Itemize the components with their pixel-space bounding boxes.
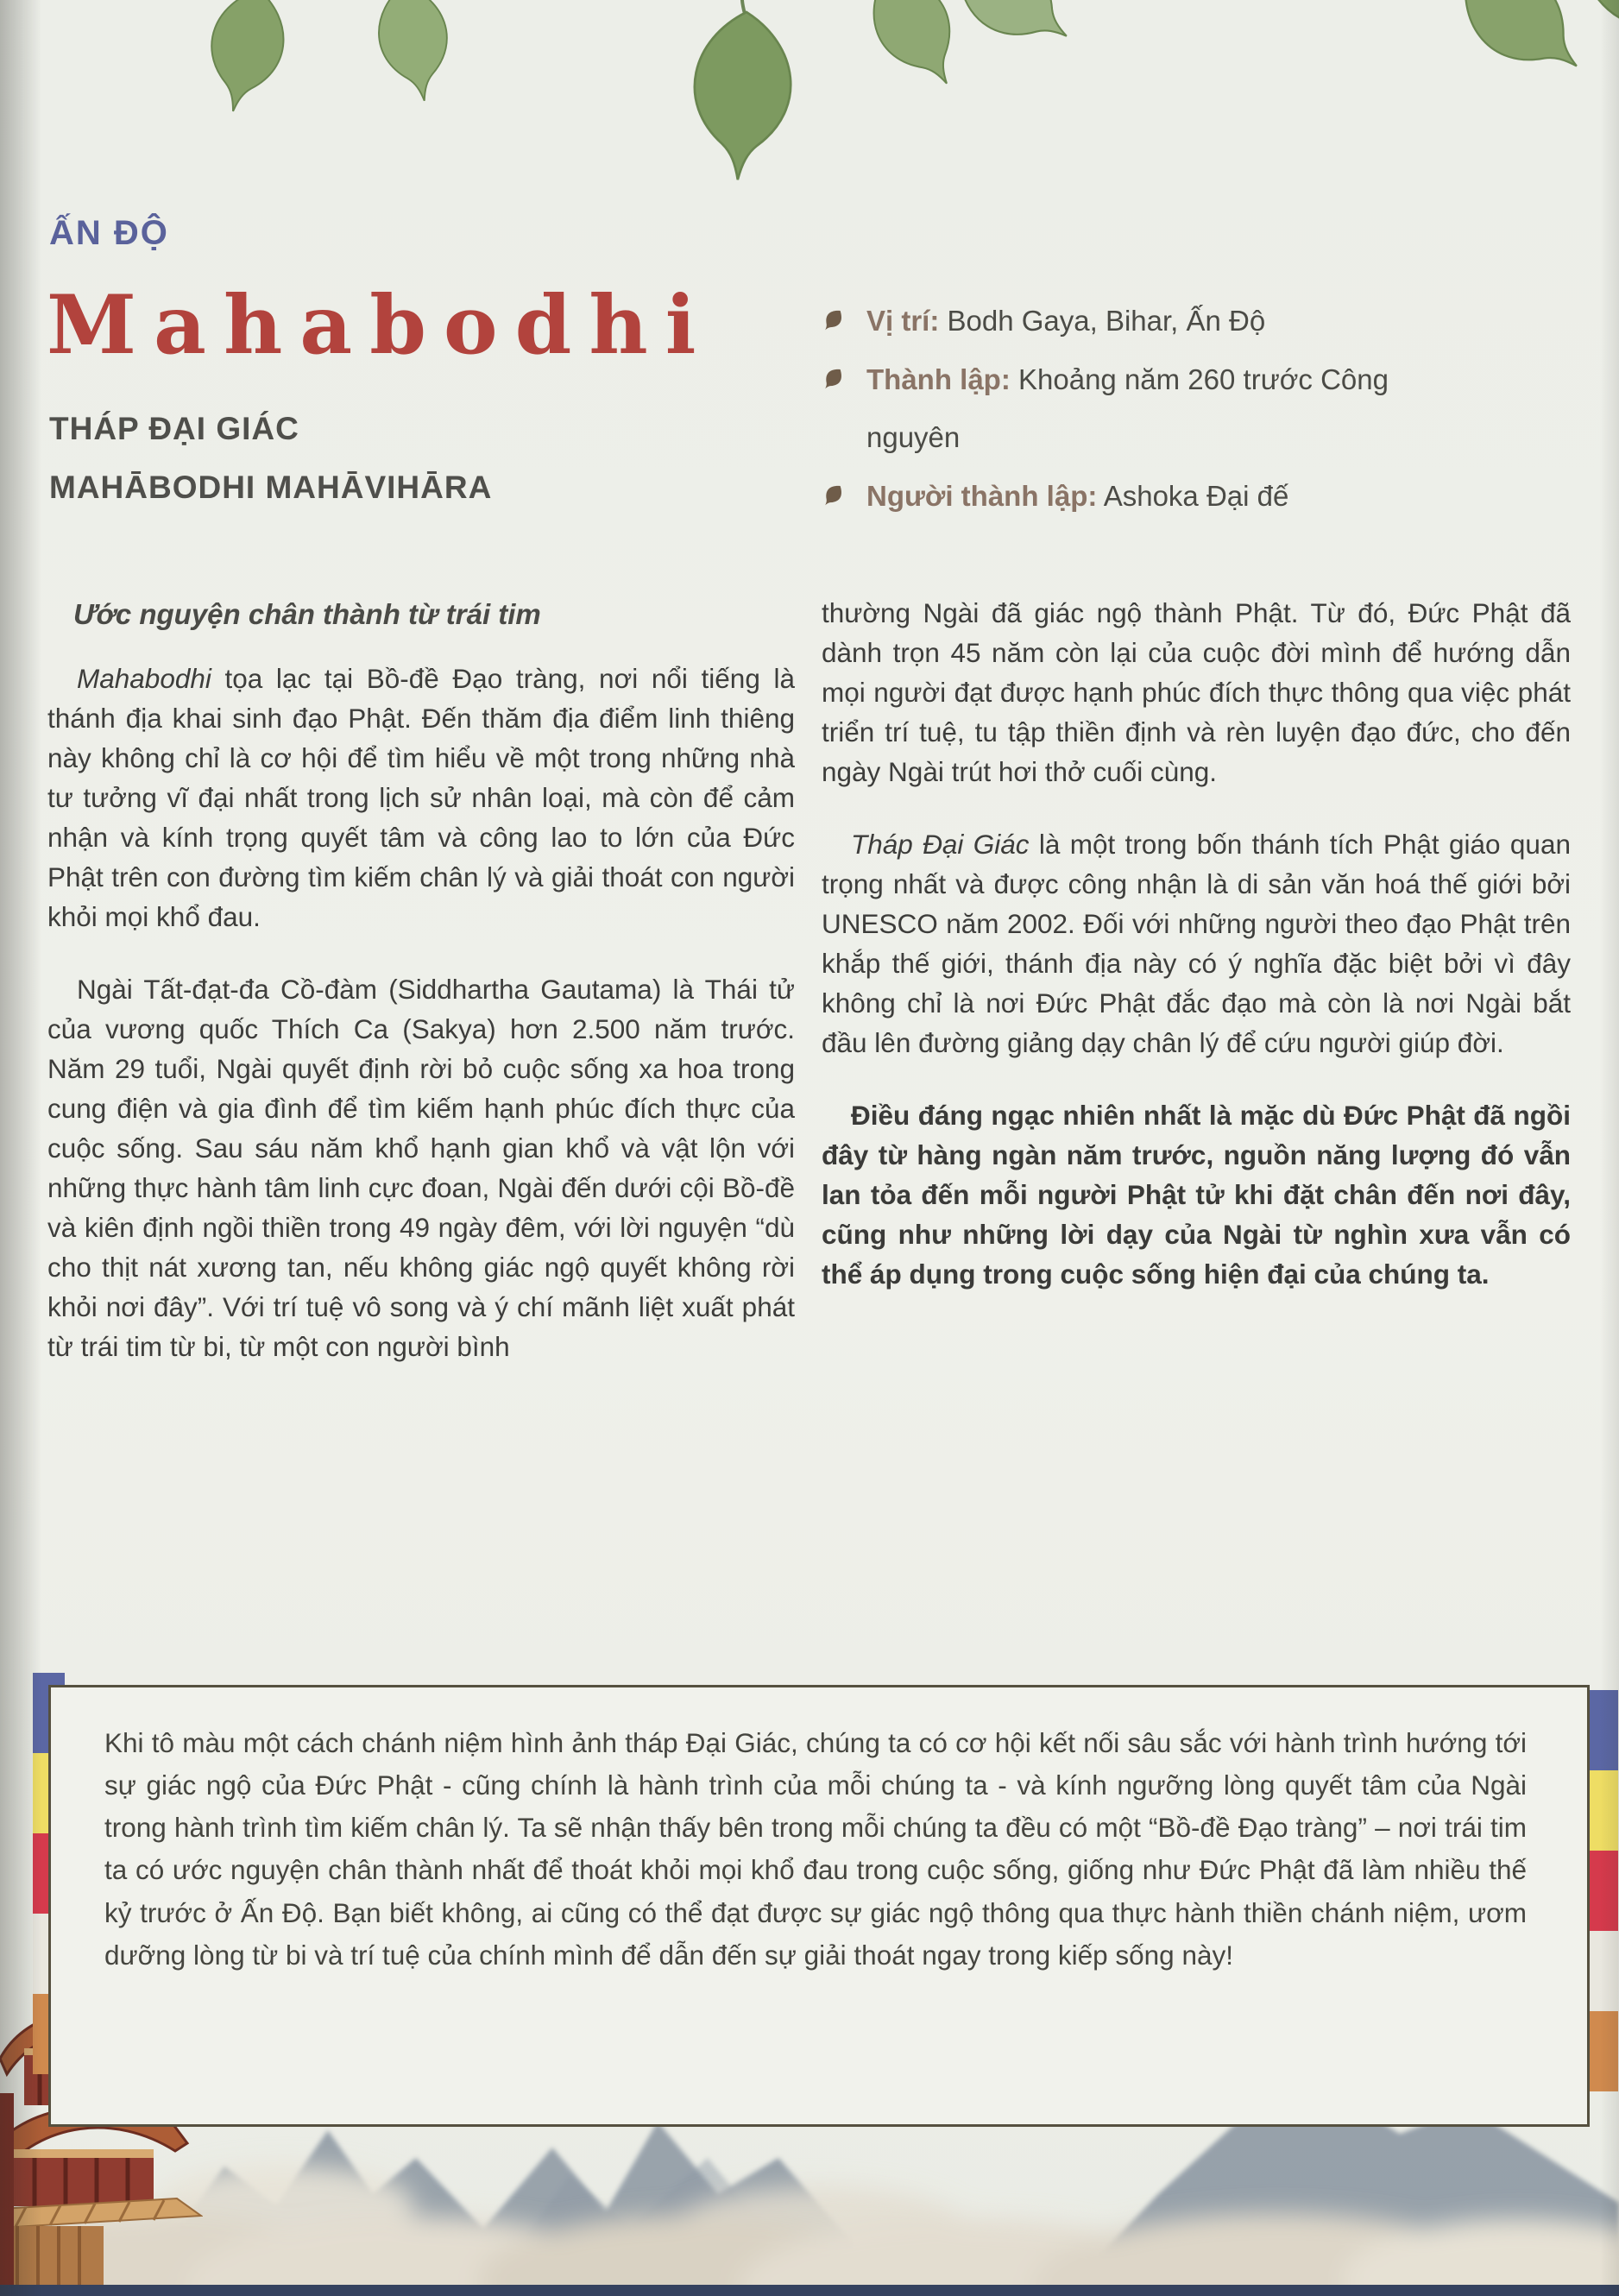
paragraph: Ngài Tất-đạt-đa Cồ-đàm (Siddhartha Gautama) là Thái tử của vương quốc Thích Ca (Sakya) hơn 2.500 năm trước. Năm 29 tuổi, Ngài quyết định rời bỏ cuộc sống xa hoa trong cung điện và gia đình để tìm kiếm hạnh phúc đích thực của cuộc sống. Sau sáu năm khổ hạnh gian khổ và vật lộn với những thực hành tâm linh cực đoan, Ngài đến dưới cội Bồ-đề và kiên định ngồi thiền trong 49 ngày đêm, với lời nguyện “dù cho thịt nát xương tan, nếu không giác ngộ quyết không rời khỏi nơi đây”. Với trí tuệ vô song và ý chí mãnh liệt xuất phát từ trái tim từ bi, từ một con người bình xyxy=(47,974,795,1362)
callout-box xyxy=(48,1685,1590,2127)
leaf-bullet-icon xyxy=(822,483,844,508)
paragraph xyxy=(822,825,1571,1063)
flag-stripe-segment xyxy=(1586,1690,1618,1770)
flag-stripe-segment xyxy=(1586,1770,1618,1851)
lead-word: Mahabodhi xyxy=(77,663,211,695)
fact-value: Ashoka Đại đế xyxy=(1103,479,1289,512)
article-left-column xyxy=(47,594,795,1400)
paragraph: thường Ngài đã giác ngộ thành Phật. Từ đó, Đức Phật đã dành trọn 45 năm còn lại của cuộc đời mình để hướng dẫn mọi người đạt được hạnh phúc đích thực thông qua việc phát triển trí tuệ, tu tập thiền định và rèn luyện đạo đức, cho đến ngày Ngài trút hơi thở cuối cùng. xyxy=(822,597,1571,787)
fact-value: Bodh Gaya, Bihar, Ấn Độ xyxy=(947,305,1266,337)
paragraph xyxy=(47,659,795,937)
subtitle-sanskrit: MAHĀBODHI MAHĀVIHĀRA xyxy=(49,470,493,505)
leaf-bullet-icon xyxy=(822,366,844,392)
fact-item-founder xyxy=(820,467,1424,526)
country-label: ẤN ĐỘ xyxy=(49,214,169,252)
flag-stripe-segment xyxy=(1586,2011,1618,2091)
fact-item-founded xyxy=(820,350,1424,467)
lead-word: Tháp Đại Giác xyxy=(851,828,1030,860)
flag-stripe-segment xyxy=(1586,1851,1618,1931)
bodhi-leaves-illustration xyxy=(0,0,1619,233)
paragraph-emphasis: Điều đáng ngạc nhiên nhất là mặc dù Đức Phật đã ngồi đây từ hàng ngàn năm trước, nguồn năng lượng đó vẫn lan tỏa đến mỗi người Phật tử khi đặt chân đến nơi đây, cũng như những lời dạy của Ngài từ nghìn xưa vẫn có thể áp dụng trong cuộc sống hiện đại của chúng ta. xyxy=(822,1099,1571,1290)
paragraph-text: là một trong bốn thánh tích Phật giáo quan trọng nhất và được công nhận là di sản văn hoá thế giới bởi UNESCO năm 2002. Đối với những người theo đạo Phật trên khắp thế giới, thánh địa này có ý nghĩa đặc biệt bởi vì đây không chỉ là nơi Đức Phật đắc đạo mà còn là nơi Ngài bắt đầu lên đường giảng dạy chân lý để cứu người giúp đời. xyxy=(822,828,1571,1058)
fact-list xyxy=(820,292,1424,526)
callout-text: Khi tô màu một cách chánh niệm hình ảnh tháp Đại Giác, chúng ta có cơ hội kết nối sâu sắc với hành trình hướng tới sự giác ngộ của Đức Phật - cũng chính là hành trình của mỗi chúng ta - và kính ngưỡng lòng quyết tâm của Ngài trong hành trình tìm kiếm chân lý. Ta sẽ nhận thấy bên trong mỗi chúng ta đều có một “Bồ-đề Đạo tràng” – nơi trái tim ta có ước nguyện chân thành nhất để thoát khỏi mọi khổ đau trong cuộc sống, giống như Đức Phật đã làm nhiều thế kỷ trước ở Ấn Độ. Bạn biết không, ai cũng có thể đạt được sự giác ngộ thông qua thực hành thiền chánh niệm, ươm dưỡng lòng từ bi và trí tuệ của chính mình để dẫn đến sự giải thoát ngay trong kiếp sống này! xyxy=(104,1727,1527,1971)
flag-stripe-segment xyxy=(1586,1931,1618,2011)
fact-value: Khoảng năm 260 trước Công nguyên xyxy=(866,363,1389,454)
fact-label: Vị trí: xyxy=(866,305,940,337)
buddhist-flag-stripe-right xyxy=(1586,1690,1618,2091)
fact-label: Người thành lập: xyxy=(866,479,1098,512)
fact-label: Thành lập: xyxy=(866,363,1011,395)
fact-item-location xyxy=(820,292,1424,350)
photo-bottom-edge xyxy=(0,2285,1619,2296)
page-title: Mahabodhi xyxy=(47,278,714,373)
subtitle-vietnamese: THÁP ĐẠI GIÁC xyxy=(49,411,299,446)
section-heading: Ước nguyện chân thành từ trái tim xyxy=(73,598,541,630)
paragraph-text: tọa lạc tại Bồ-đề Đạo tràng, nơi nổi tiếng là thánh địa khai sinh đạo Phật. Đến thăm địa điểm linh thiêng này không chỉ là cơ hội để tìm hiểu về một trong những nhà tư tưởng vĩ đại nhất trong lịch sử nhân loại, mà còn để cảm nhận và kính trọng quyết tâm và công lao to lớn của Đức Phật trên con đường tìm kiếm chân lý và giải thoát con người khỏi mọi khổ đau. xyxy=(47,663,795,933)
article-right-column xyxy=(822,594,1571,1328)
leaf-bullet-icon xyxy=(822,307,844,333)
